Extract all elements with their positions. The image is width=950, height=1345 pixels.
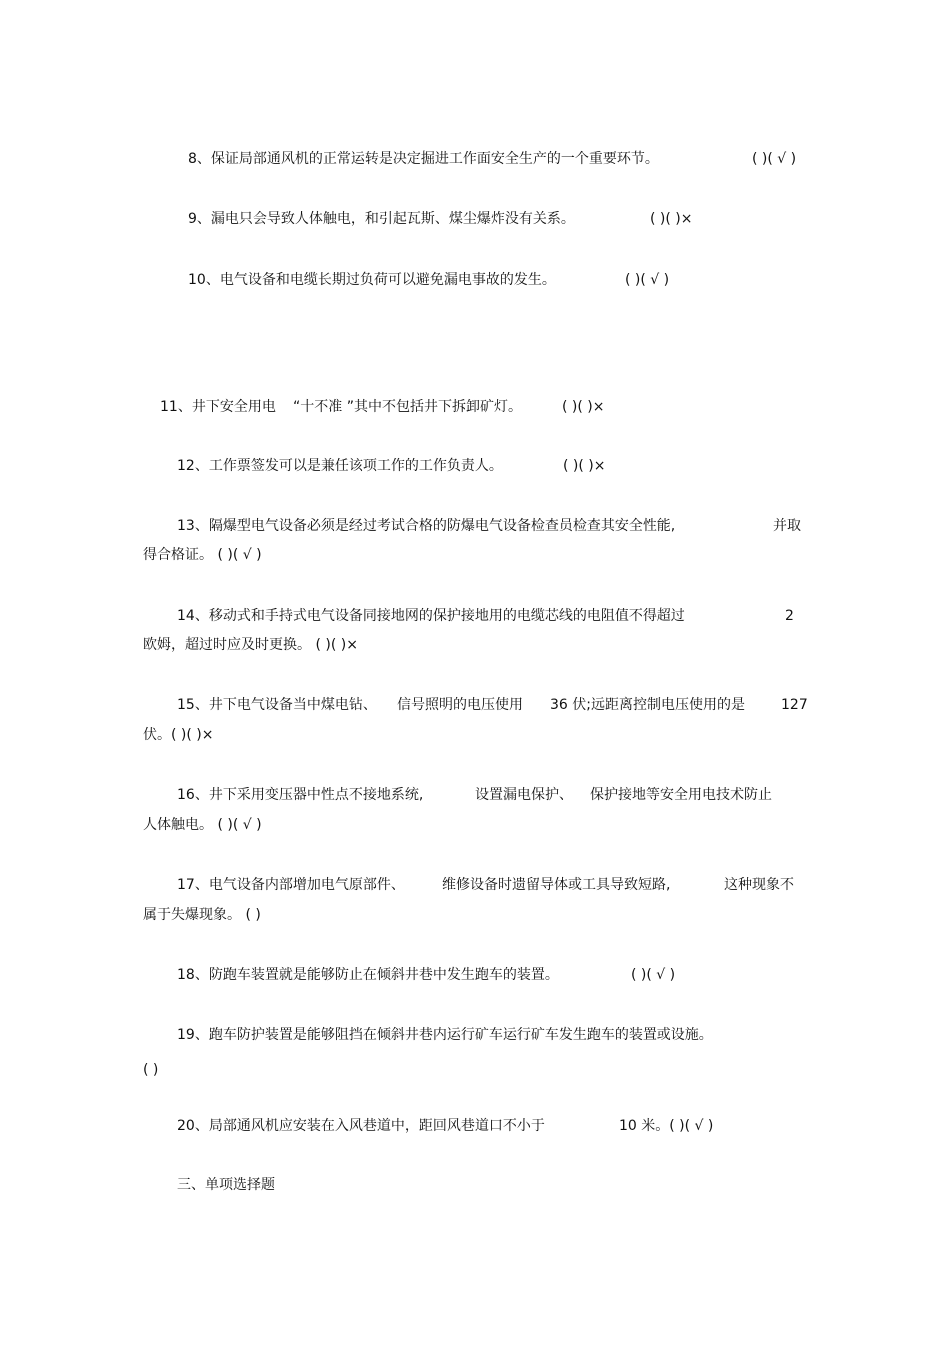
answer-mark: ( ) — [143, 1062, 159, 1078]
question-text: 15、井下电气设备当中煤电钻、 — [177, 697, 377, 713]
question-text: 人体触电。 ( )( √ ) — [143, 817, 262, 833]
question-text: 设置漏电保护、 — [475, 787, 573, 803]
question-text: 8、保证局部通风机的正常运转是决定掘进工作面安全生产的一个重要环节。 — [188, 151, 659, 167]
question-text: 维修设备时遗留导体或工具导致短路, — [442, 877, 671, 893]
question-text: 13、隔爆型电气设备必须是经过考试合格的防爆电气设备检查员检查其安全性能, — [177, 518, 676, 534]
question-text: 14、移动式和手持式电气设备同接地网的保护接地用的电缆芯线的电阻值不得超过 — [177, 608, 685, 624]
section-title: 三、单项选择题 — [177, 1177, 275, 1193]
question-text: 12、工作票签发可以是兼任该项工作的工作负责人。 — [177, 458, 503, 474]
question-text: 16、井下采用变压器中性点不接地系统, — [177, 787, 424, 803]
question-text-tail: 2 — [785, 608, 794, 624]
question-text: 得合格证。 ( )( √ ) — [143, 547, 262, 563]
answer-mark: ( )( √ ) — [752, 151, 797, 167]
question-text: 9、漏电只会导致人体触电，和引起瓦斯、煤尘爆炸没有关系。 — [188, 211, 575, 227]
question-text: 欧姆，超过时应及时更换。 ( )( )× — [143, 637, 358, 653]
question-text: 20、局部通风机应安装在入风巷道中，距回风巷道口不小于 — [177, 1118, 545, 1134]
answer-mark: ( )( )× — [650, 211, 693, 227]
question-text: 18、防跑车装置就是能够防止在倾斜井巷中发生跑车的装置。 — [177, 967, 559, 983]
answer-mark: ( )( )× — [563, 458, 606, 474]
answer-mark: ( )( )× — [562, 399, 605, 415]
question-text: 11、井下安全用电 — [160, 399, 276, 415]
question-text: 信号照明的电压使用 — [397, 697, 523, 713]
question-text: 伏。( )( )× — [143, 727, 214, 743]
answer-mark: ( )( √ ) — [631, 967, 676, 983]
answer-mark: ( )( √ ) — [625, 272, 670, 288]
question-text: 保护接地等安全用电技术防止 — [590, 787, 772, 803]
question-text: 19、跑车防护装置是能够阻挡在倾斜井巷内运行矿车运行矿车发生跑车的装置或设施。 — [177, 1027, 713, 1043]
question-text: 36 伏;远距离控制电压使用的是 — [550, 697, 745, 713]
question-text-tail: 127 — [781, 697, 808, 713]
question-text: 这种现象不 — [724, 877, 794, 893]
question-text-tail: 并取 — [773, 518, 801, 534]
question-text: 属于失爆现象。 ( ) — [143, 907, 261, 923]
question-text-tail: 10 米。( )( √ ) — [619, 1118, 714, 1134]
question-text: 10、电气设备和电缆长期过负荷可以避免漏电事故的发生。 — [188, 272, 556, 288]
question-text: “十不准 ”其中不包括井下拆卸矿灯。 — [293, 399, 522, 415]
question-text: 17、电气设备内部增加电气原部件、 — [177, 877, 405, 893]
